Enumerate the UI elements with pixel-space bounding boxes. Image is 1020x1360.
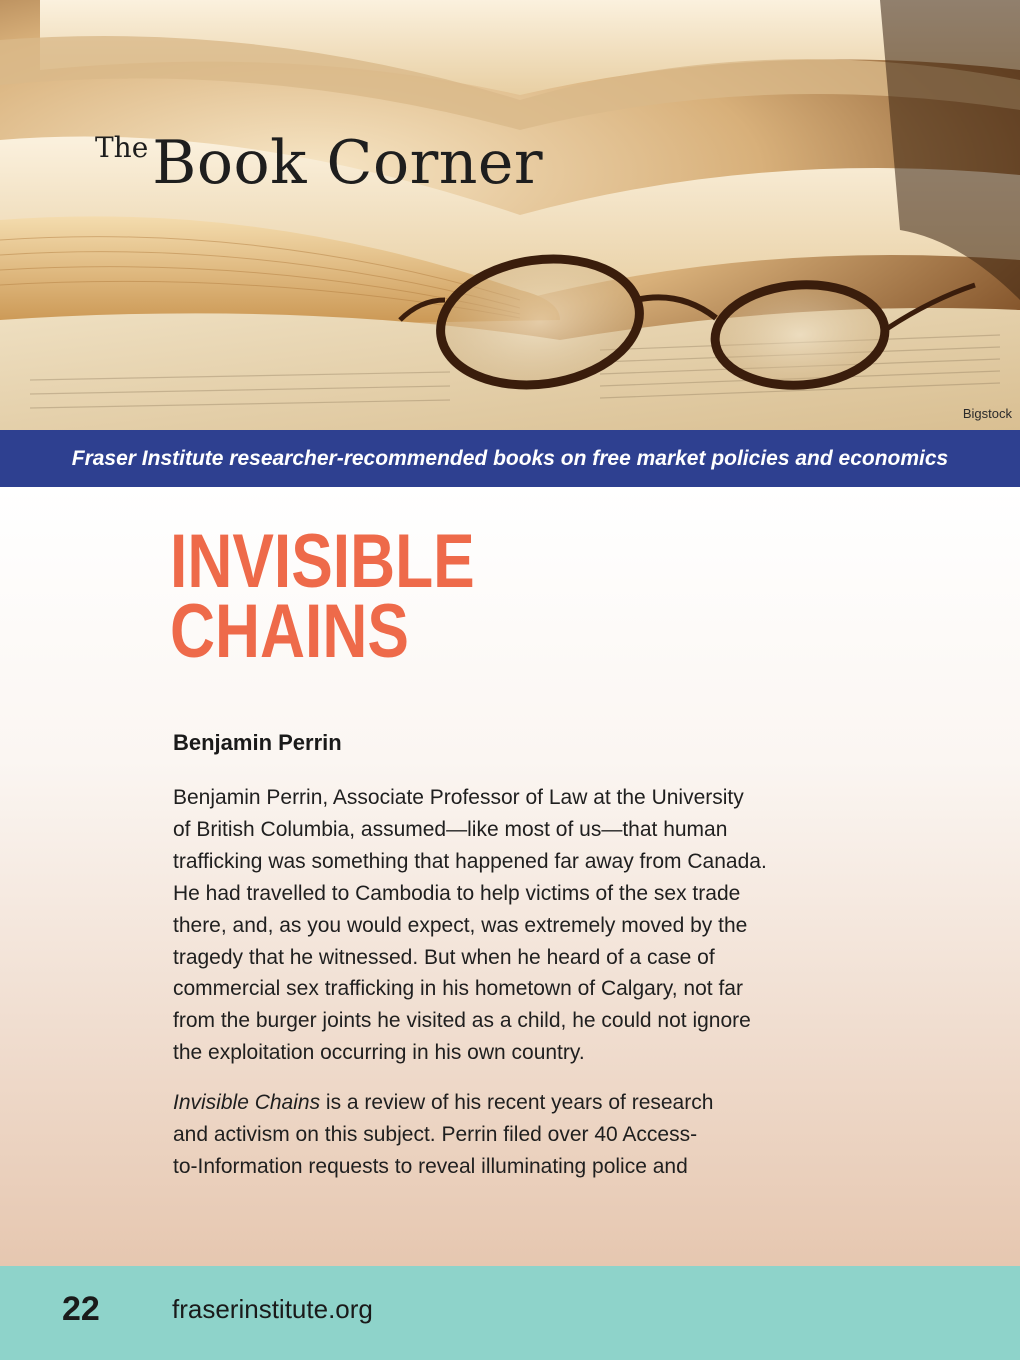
text-line: from the burger joints he visited as a child, he could not ignore [173, 1009, 751, 1033]
website-link[interactable]: fraserinstitute.org [172, 1294, 373, 1324]
paragraph [173, 1087, 713, 1183]
subtitle-banner [0, 430, 1020, 487]
text-line: to-Information requests to reveal illuminating police and [173, 1154, 688, 1178]
page-footer [0, 1266, 1020, 1360]
book-title-line: CHAINS [170, 589, 409, 674]
text-line: Benjamin Perrin, Associate Professor of Law at the University [173, 786, 744, 809]
text-line: tragedy that he witnessed. But when he heard of a case of [173, 945, 715, 969]
banner-text: Fraser Institute researcher-recommended books on free market policies and economics [71, 446, 949, 470]
article-body [0, 487, 1020, 1266]
text-line: and activism on this subject. Perrin filed over 40 Access- [173, 1122, 698, 1146]
text-line: the exploitation occurring in his own country. [173, 1041, 585, 1065]
text-line [173, 1087, 713, 1119]
paragraph [173, 782, 767, 1069]
text-line: He had travelled to Cambodia to help victims of the sex trade [173, 881, 741, 905]
text-line: trafficking was something that happened far away from Canada. [173, 849, 767, 873]
section-title-main: Book Corner [152, 128, 544, 198]
book-title-line: INVISIBLE [170, 519, 475, 604]
text-line: there, and, as you would expect, was extremely moved by the [173, 913, 748, 937]
author-name: Benjamin Perrin [173, 730, 342, 755]
page-number: 22 [62, 1290, 100, 1328]
section-title-prefix: The [95, 131, 149, 164]
text-line: of British Columbia, assumed—like most of us—that human [173, 817, 728, 841]
photo-credit: Bigstock [962, 406, 1012, 421]
text-line-rest: is a review of his recent years of research [320, 1091, 714, 1114]
books-and-glasses-illustration [0, 0, 1020, 430]
section-title [95, 128, 543, 198]
book-title-italic: Invisible Chains [173, 1091, 321, 1114]
book-title [170, 519, 475, 674]
text-line: commercial sex trafficking in his hometown of Calgary, not far [173, 977, 743, 1001]
hero-image [0, 0, 1020, 430]
